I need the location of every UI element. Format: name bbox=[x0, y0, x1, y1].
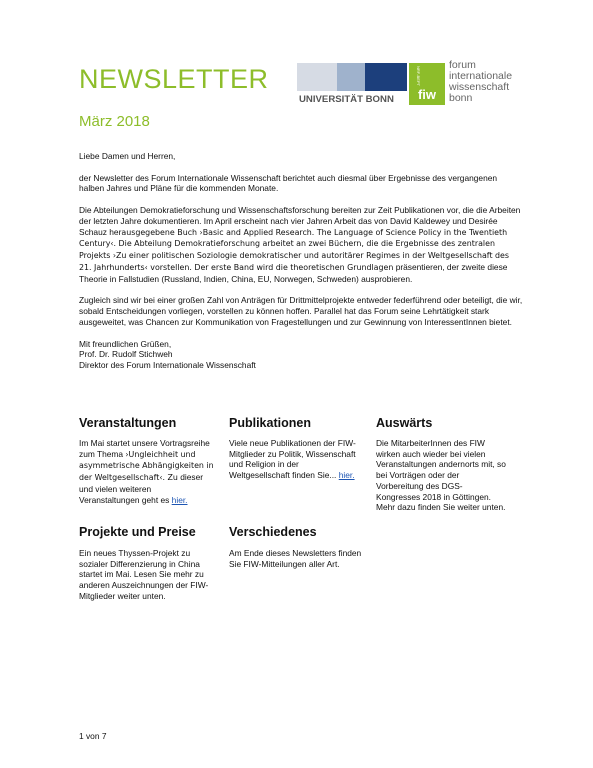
letter-paragraph: der Newsletter des Forum Internationale Wissenschaft berichtet auch diesmal über Ergebnisse des vergangenen halben Jahres und Pläne für die kommenden Monate. bbox=[79, 172, 498, 194]
section-text-projekte: Ein neues Thyssen-Projekt zu sozialer Differenzierung in China startet im Mai. Lesen Sie mehr zu anderen Auszeichnungen der FIW-Mitglieder weiter unten. bbox=[79, 548, 209, 601]
section-text-verschiedenes: Am Ende dieses Newsletters finden Sie FIW-Mitteilungen aller Art. bbox=[229, 548, 362, 569]
newsletter-date: März 2018 bbox=[79, 113, 150, 130]
publikationen-link[interactable]: hier. bbox=[338, 470, 355, 481]
fiw-logo-vertical: NRF-BEPT bbox=[416, 66, 421, 86]
fiw-wordmark-line: bonn bbox=[449, 92, 473, 104]
fiw-wordmark-line: internationale bbox=[449, 70, 513, 82]
letter-closing: Mit freundlichen Grüßen, bbox=[79, 338, 172, 349]
section-heading-publikationen: Publikationen bbox=[229, 416, 311, 430]
section-text: Im Mai startet unsere Vortragsreihe zum Thema bbox=[79, 438, 210, 459]
letter-signer: Prof. Dr. Rudolf Stichweh bbox=[79, 349, 173, 360]
letter-body bbox=[79, 151, 524, 371]
logo-block-light bbox=[297, 63, 337, 91]
fiw-wordmark-line: forum bbox=[449, 59, 476, 71]
logo-block-dark bbox=[365, 63, 407, 91]
newsletter-title: NEWSLETTER bbox=[79, 64, 269, 94]
fiw-logo-wordmark bbox=[449, 60, 549, 104]
university-logo-text: UNIVERSITÄT BONN bbox=[299, 94, 394, 105]
section-heading-auswaerts: Auswärts bbox=[376, 416, 433, 430]
logo-block-mid bbox=[337, 63, 365, 91]
section-heading-verschiedenes: Verschiedenes bbox=[229, 525, 317, 539]
page-number: 1 von 7 bbox=[79, 731, 107, 741]
letter-text: präsentieren, der zweite diese Theorie in Fallstudien (Russland, Indien, China, EU, Norwegen, Schweden) ausprobieren. bbox=[79, 261, 508, 284]
university-bonn-logo bbox=[297, 63, 407, 105]
letter-text: Die Abteilungen Demokratieforschung und Wissenschaftsforschung bereiten zur Zeit Publikationen vor, die die Arbeiten der letzten Jahre dokumentieren. Im April erscheint nach vier Jahren Arbeit das von David Kaldewey und Desirée Schauz her bbox=[79, 204, 521, 237]
letter-paragraph: Zugleich sind wir bei einer großen Zahl von Anträgen für Drittmittelprojekte entweder federführend oder beteiligt, die wir, sobald Entscheidungen vorliegen, vorstellen zu können hoffen. Parallel hat das Forum seine Lehrtätigkeit stark ausgeweitet, was Chancen zur Kommunikation von Fragestellungen und zur Gewinnung von InteressentInnen bietet. bbox=[79, 295, 523, 327]
section-text-auswaerts: Die MitarbeiterInnen des FIW wirken auch wieder bei vielen Veranstaltungen andernorts mit, so bei Vorträgen oder der Vorbereitung des DGS-Kongresses 2018 in Göttingen. Mehr dazu finden Sie weiter unten. bbox=[376, 438, 506, 513]
section-heading-projekte: Projekte und Preise bbox=[79, 525, 196, 539]
section-text: Viele neue Publikationen der FIW-Mitglieder zu Politik, Wissenschaft und Religion in der Weltgesellschaft finden Sie... bbox=[229, 438, 356, 481]
letter-text-condensed: ausgegebene Buch ›Basic and Applied Research. The Language of Science Policy in the Twentieth Century‹. Die Abteilung Demokratieforschung arbeitet an zwei Büchern, die die Ergebnisse des zentralen Projekts ›Zu einer politischen Soziologie demokratischer und autoritärer Regimes in der Weltgesellschaft des 21. Jahrhunderts‹ vorstellen. Der erste Band wird die theoretischen Grundlagen bbox=[79, 227, 510, 272]
section-text-veranstaltungen bbox=[79, 438, 214, 505]
fiw-logo-block bbox=[409, 63, 445, 105]
letter-salutation: Liebe Damen und Herren, bbox=[79, 151, 176, 161]
section-text-publikationen bbox=[229, 438, 357, 481]
section-text: dieser und vielen weiteren Veranstaltungen geht es bbox=[79, 472, 204, 505]
letter-signer-title: Direktor des Forum Internationale Wissenschaft bbox=[79, 360, 256, 371]
letter-paragraph bbox=[79, 205, 524, 285]
section-heading-veranstaltungen: Veranstaltungen bbox=[79, 416, 177, 430]
section-text-condensed: ›Ungleichheit und asymmetrische Abhängigkeiten in der Weltgesellschaft‹. Zu bbox=[79, 449, 214, 483]
fiw-logo-abbrev: fiw bbox=[417, 87, 437, 102]
veranstaltungen-link[interactable]: hier. bbox=[171, 494, 188, 505]
fiw-wordmark-line: wissenschaft bbox=[449, 81, 510, 93]
fiw-logo-icon bbox=[409, 63, 445, 105]
